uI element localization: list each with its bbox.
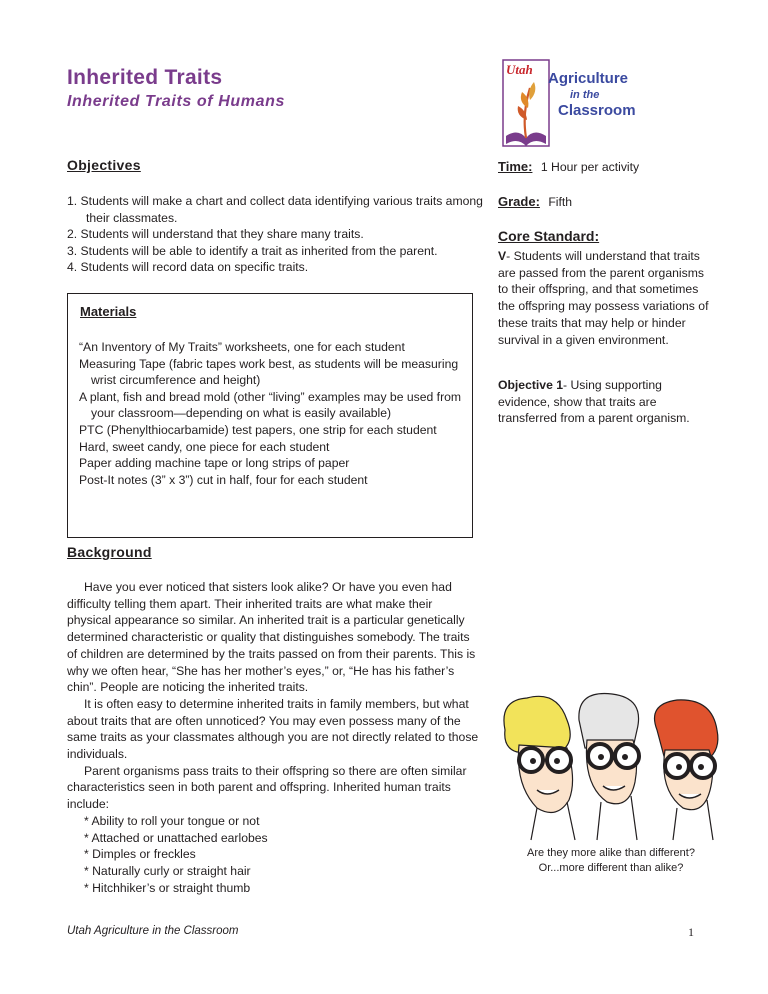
background-text (67, 579, 479, 896)
material-item: Measuring Tape (fabric tapes work best, as students will be measuring wrist circumference and height) (79, 356, 459, 388)
trait-item: * Ability to roll your tongue or not (84, 813, 260, 828)
objective-1-text (498, 377, 713, 427)
objective-1-body: - Using supporting evidence, show that traits are transferred from a parent organism. (498, 378, 690, 426)
background-paragraph: Have you ever noticed that sisters look alike? Or have you even had difficulty telling them apart. Their inherited traits are what make their physical appearance so similar. An inherited trait is a particular genetically determined characteristic or quality that distinguishes somebody. The traits of children are determined by the traits passed on from their parents. This is why we often hear, “She has her mother’s eyes,” or, “He has his father’s chin”. People are noticing the inherited traits. (67, 580, 476, 695)
caption-line-1: Are they more alike than different? (527, 847, 695, 859)
objectives-heading: Objectives (67, 157, 141, 173)
page-title: Inherited Traits (67, 66, 223, 89)
page-subtitle: Inherited Traits of Humans (67, 93, 286, 110)
cartoon-faces-icon (497, 690, 722, 842)
core-standard-label: Core Standard: (498, 228, 600, 244)
background-paragraph: Parent organisms pass traits to their offspring so there are often similar characteristics seen in both parent and offspring. Inherited human traits include: (67, 763, 467, 812)
background-heading: Background (67, 544, 152, 560)
logo-utah: Utah (506, 62, 533, 77)
objective-1-label: Objective 1 (498, 378, 564, 392)
page-number: 1 (688, 925, 694, 939)
logo-line2: in the (570, 89, 600, 101)
objective-item: 2. Students will understand that they share many traits. (67, 227, 364, 242)
materials-box (67, 293, 473, 538)
logo-line1: Agriculture (548, 70, 629, 87)
trait-item: * Naturally curly or straight hair (84, 863, 251, 878)
grade-value: Fifth (548, 195, 573, 209)
trait-item: * Hitchhiker’s or straight thumb (84, 880, 251, 895)
core-standard-text (498, 248, 713, 348)
material-item: PTC (Phenylthiocarbamide) test papers, one strip for each student (79, 422, 437, 437)
grade-label: Grade: (498, 194, 540, 209)
material-item: Post-It notes (3” x 3”) cut in half, four for each student (79, 472, 368, 487)
materials-list (79, 339, 464, 488)
traits-list (67, 813, 479, 897)
background-paragraph: It is often easy to determine inherited traits in family members, but what about traits that are often unnoticed? You may even possess many of the same traits as your classmates although you are not directly related to those individuals. (67, 696, 479, 762)
time-row (498, 158, 639, 176)
three-cartoon-faces-illustration (497, 690, 722, 842)
objective-item: 1. Students will make a chart and collect data identifying various traits among their classmates. (67, 194, 483, 225)
objective-item: 3. Students will be able to identify a trait as inherited from the parent. (67, 243, 438, 258)
illustration-caption (500, 846, 722, 876)
time-value: 1 Hour per activity (540, 160, 640, 174)
material-item: A plant, fish and bread mold (other “living” examples may be used from your classroom—depending on what is easily available) (79, 389, 462, 421)
grade-row (498, 193, 572, 211)
core-standard-code: V (498, 249, 507, 263)
agriculture-in-the-classroom-logo (500, 58, 650, 150)
core-standard-body: - Students will understand that traits are passed from the parent organisms to their offspring, and that sometimes the offspring may possess variations of these traits that may help or hinder survival in a given environment. (498, 249, 709, 347)
materials-heading: Materials (80, 304, 137, 319)
trait-item: * Dimples or freckles (84, 847, 196, 862)
caption-line-2: Or...more different than alike? (538, 862, 684, 874)
time-label: Time: (498, 159, 533, 174)
logo-line3: Classroom (558, 102, 636, 119)
material-item: Paper adding machine tape or long strips of paper (79, 456, 350, 471)
objective-item: 4. Students will record data on specific traits. (67, 260, 309, 275)
material-item: Hard, sweet candy, one piece for each student (79, 439, 330, 454)
footer-publisher: Utah Agriculture in the Classroom (67, 925, 239, 937)
objectives-list (67, 193, 487, 276)
trait-item: * Attached or unattached earlobes (84, 830, 268, 845)
material-item: “An Inventory of My Traits” worksheets, one for each student (79, 340, 405, 354)
